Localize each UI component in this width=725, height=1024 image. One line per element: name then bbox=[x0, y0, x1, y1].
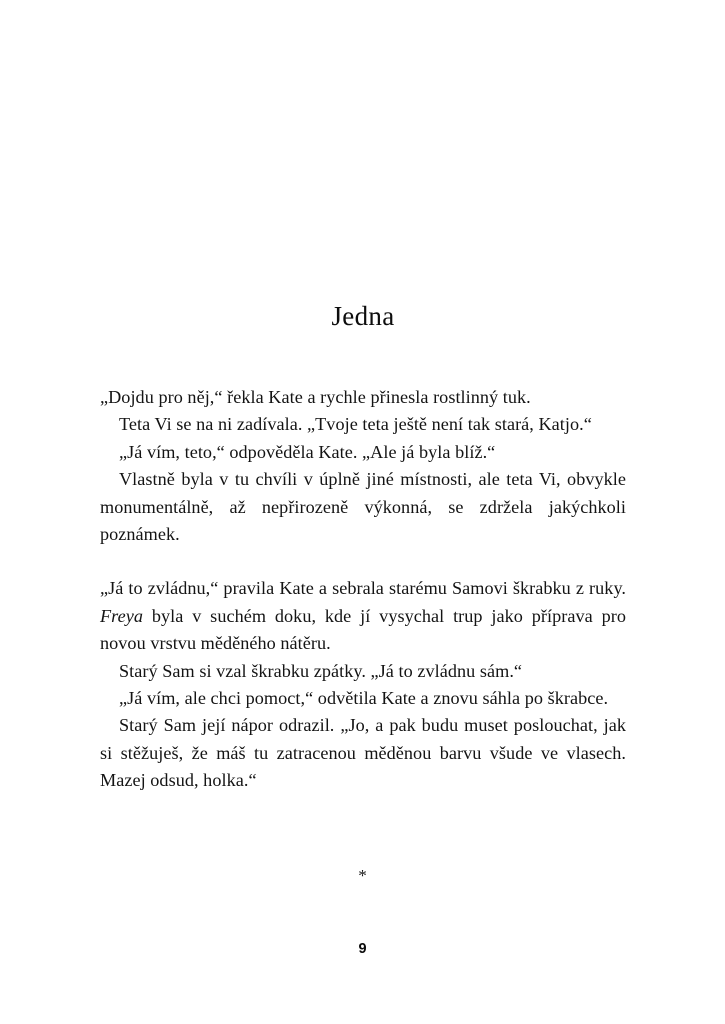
body-paragraph bbox=[100, 439, 626, 466]
text-run: Starý Sam její nápor odrazil. „Jo, a pak budu muset poslouchat, jak si stěžuješ, že máš tu zatracenou měděnou barvu všude ve vlasech. Mazej odsud, holka.“ bbox=[100, 715, 626, 791]
paragraph-block-gap bbox=[100, 548, 626, 575]
body-paragraph bbox=[100, 658, 626, 685]
italic-text: Freya bbox=[100, 605, 144, 626]
text-run: „Já to zvládnu,“ pravila Kate a sebrala starému Samovi škrabku z ruky. bbox=[100, 578, 626, 599]
body-text bbox=[100, 384, 626, 795]
text-run: „Dojdu pro něj,“ řekla Kate a rychle přinesla rostlinný tuk. bbox=[100, 387, 531, 407]
body-paragraph bbox=[100, 685, 626, 712]
text-run: Vlastně byla v tu chvíli v úplně jiné místnosti, ale teta Vi, obvykle monumentálně, až nepřirozeně výkonná, se zdržela jakýchkoli poznámek. bbox=[100, 469, 626, 545]
text-run: Teta Vi se na ni zadívala. „Tvoje teta ještě není tak stará, Katjo.“ bbox=[119, 414, 592, 435]
section-break-asterisk: * bbox=[358, 866, 367, 885]
body-paragraph bbox=[100, 575, 626, 657]
chapter-title: Jedna bbox=[331, 301, 395, 331]
text-run: „Já vím, ale chci pomoct,“ odvětila Kate a znovu sáhla po škrabce. bbox=[119, 688, 609, 709]
body-paragraph bbox=[100, 466, 626, 548]
text-run: byla v suchém doku, kde jí vysychal trup jako příprava pro novou vrstvu měděného nátěru. bbox=[100, 605, 626, 654]
text-run: „Já vím, teto,“ odpověděla Kate. „Ale já byla blíž.“ bbox=[119, 441, 496, 462]
body-paragraph bbox=[100, 712, 626, 794]
text-column bbox=[100, 300, 626, 795]
body-paragraph bbox=[100, 384, 626, 411]
body-paragraph bbox=[100, 411, 626, 438]
page-number: 9 bbox=[358, 941, 367, 957]
text-run: Starý Sam si vzal škrabku zpátky. „Já to zvládnu sám.“ bbox=[119, 660, 523, 681]
